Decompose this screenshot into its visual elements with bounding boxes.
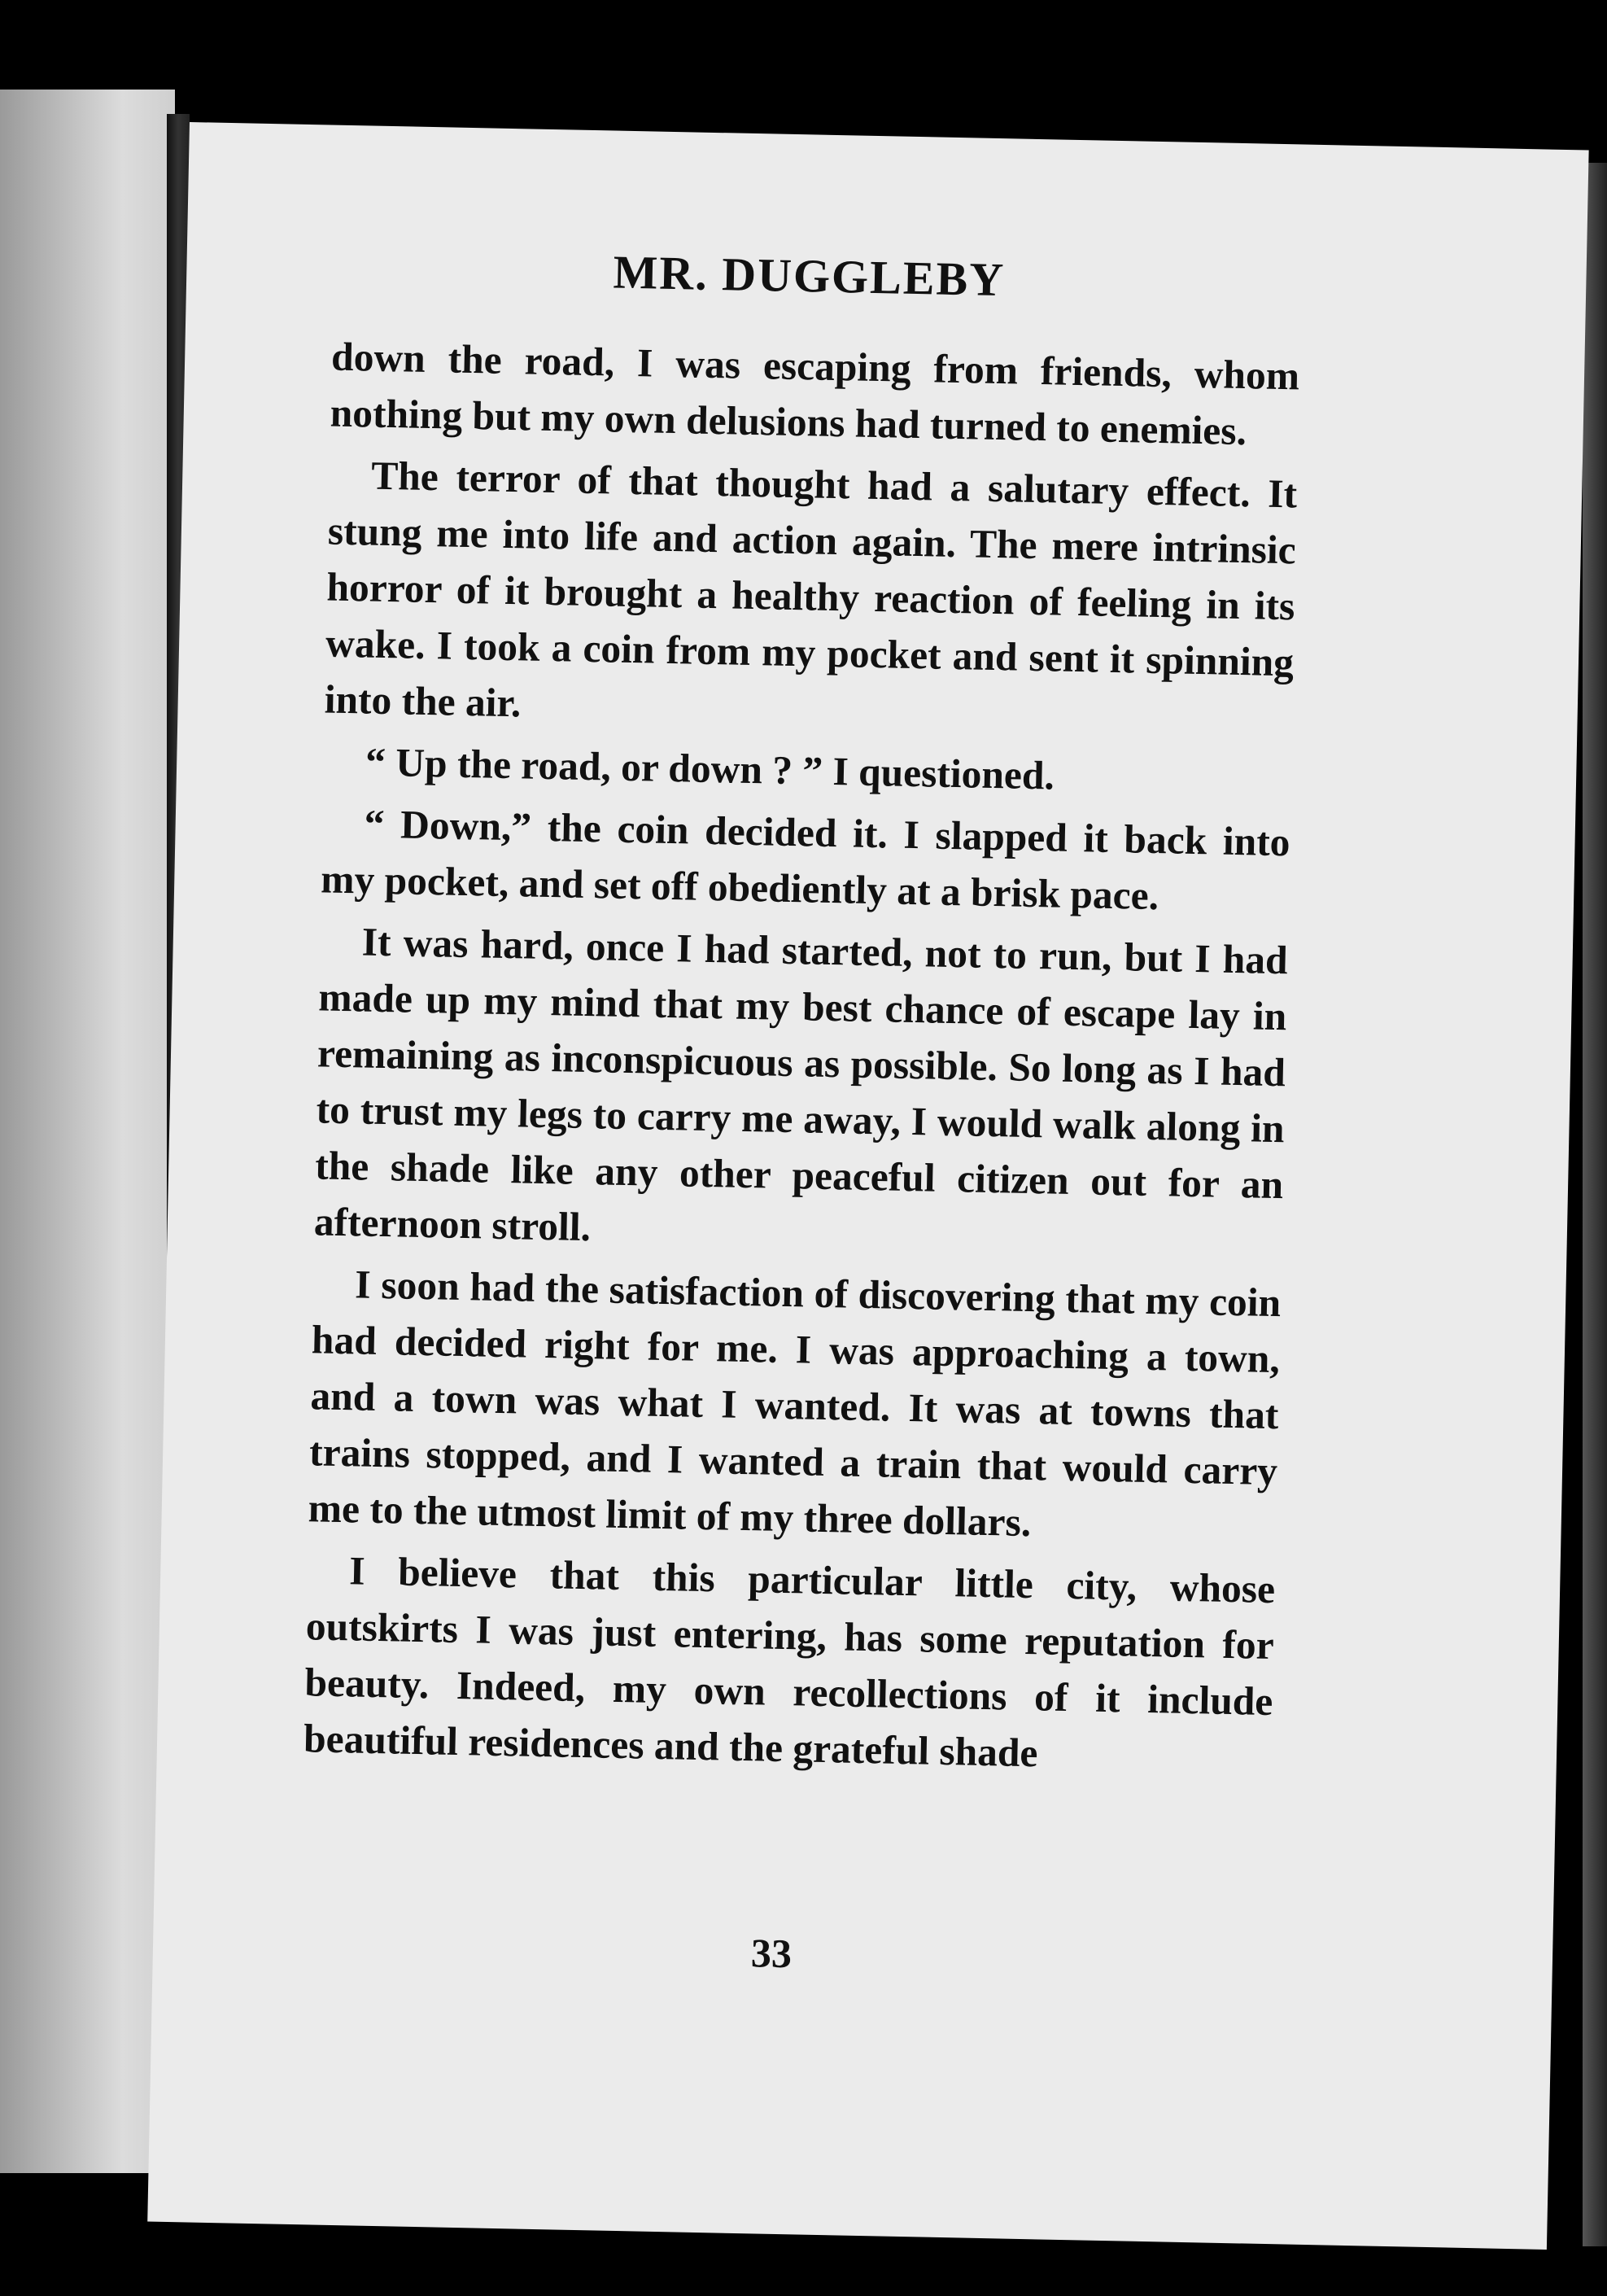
- page-number: 33: [750, 1930, 793, 1977]
- running-title: MR. DUGGLEBY: [612, 245, 1006, 307]
- paragraph-1: down the road, I was escaping from friends, whom nothing but my own delusions had turned to enemies.: [330, 334, 1300, 454]
- paragraph-7: I believe that this particular little city, whose outskirts I was just entering, has some reputation for beauty. Indeed, my own recollections of it include beautiful residences and the grateful shade: [303, 1548, 1276, 1776]
- paragraph-5: It was hard, once I had started, not to run, but I had made up my mind that my best chance of escape lay in remaining as inconspicuous as possible. So long as I had to trust my legs to carry me away, I would walk along in the shade like any other peaceful citizen out for an afternoon stroll.: [313, 919, 1289, 1250]
- paragraph-4: “ Down,” the coin decided it. I slapped it back into my pocket, and set off obediently at a brisk pace.: [320, 801, 1291, 919]
- paragraph-3: “ Up the road, or down ? ” I questioned.: [365, 739, 1055, 798]
- paragraph-2: The terror of that thought had a salutary effect. It stung me into life and action again. The mere intrinsic horror of it brought a healthy reaction of feeling in its wake. I took a coin from my pocket and sent it spinning into the air.: [324, 453, 1298, 726]
- paragraph-6: I soon had the satisfaction of discovering that my coin had decided right for me. I was approaching a town, and a town was what I wanted. It was at towns that trains stopped, and I wanted a train that would carry me to the utmost limit of my three dollars.: [308, 1262, 1282, 1546]
- page-body-text: [303, 329, 1299, 1792]
- page-stack-edge: [1583, 163, 1607, 2246]
- facing-page-edge: [0, 90, 175, 2173]
- book-page: [147, 122, 1588, 2250]
